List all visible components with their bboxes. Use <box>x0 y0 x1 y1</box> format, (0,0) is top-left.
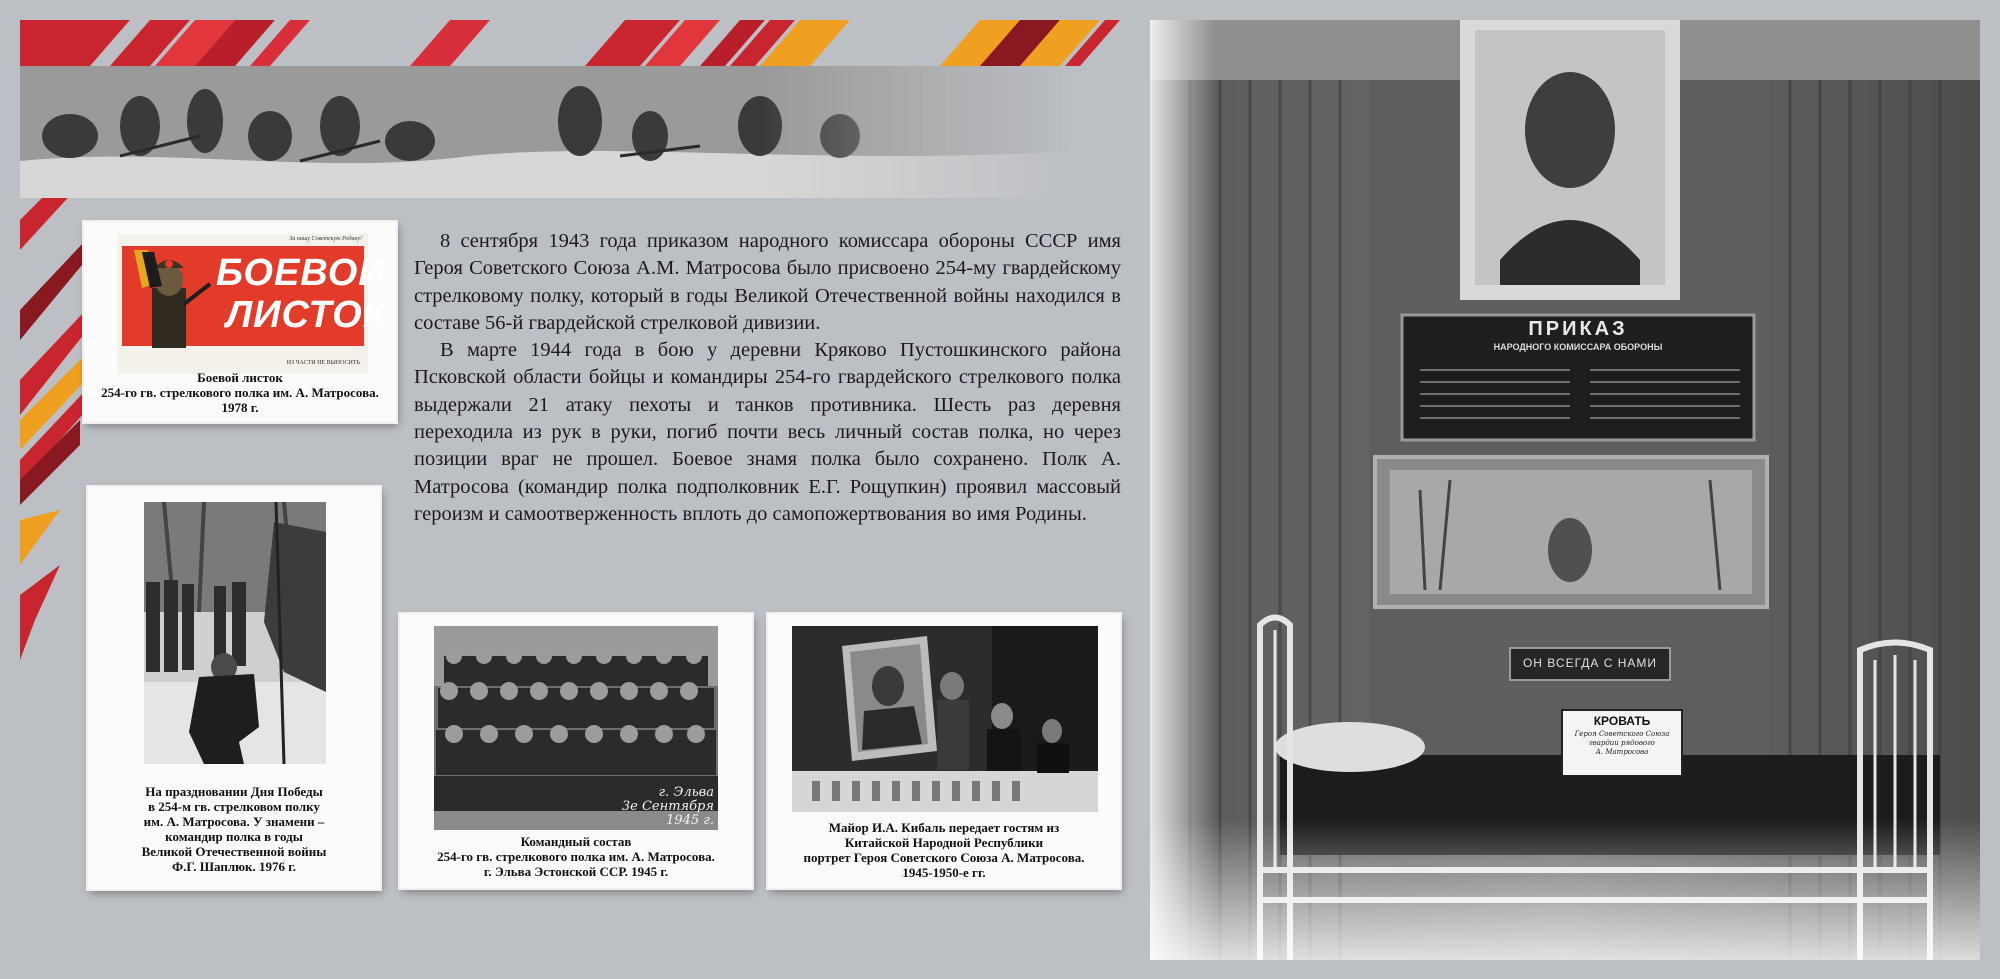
plaque-text: ОН ВСЕГДА С НАМИ <box>1522 656 1658 670</box>
history-paragraph-2: В марте 1944 года в бою у деревни Кряково Пустошкинского района Псковской области бойцы и командиры 254-го гвардейского стрелкового полка выдержали 21 атаку пехоты и танков противника. Шесть раз деревня переходила из рук в руки, погиб почти весь личный состав полка, но через позиции враг не прошел. Боевое знамя полка было сохранено. Полк А. Матросова (командир полка подполковник Е.Г. Рощупкин) проявил массовый героизм и самоотверженность вплоть до самопожертвования во имя Родины. <box>414 339 1121 525</box>
leaflet-title-line1: БОЕВОЙ <box>216 252 387 294</box>
victory-day-caption: На праздновании Дня Победы в 254-м гв. стрелковом полку им. А. Матросова. У знамени – командир полка в годы Великой Отечественной войны Ф.Г. Шаплюк. 1976 г. <box>141 784 327 874</box>
leaflet-title-line2: ЛИСТОК <box>226 294 388 336</box>
museum-room-photo <box>1150 20 1980 960</box>
history-text <box>414 228 1121 528</box>
soldier-illustration <box>124 244 216 348</box>
major-kibal-photo <box>792 626 1098 812</box>
order-subtitle: НАРОДНОГО КОМИССАРА ОБОРОНЫ <box>1493 342 1663 352</box>
leaflet-motto: За нашу Советскую Родину! <box>289 236 362 242</box>
history-paragraph-1: 8 сентября 1943 года приказом народного комиссара обороны СССР имя Героя Советского Союза А.М. Матросова было присвоено 254-му гвардейскому стрелковому полку, который в годы Великой Отечественной войны находился в составе 56-й гвардейской стрелковой дивизии. <box>414 230 1121 334</box>
command-staff-caption: Командный состав 254-го гв. стрелкового полка им. А. Матросова. г. Эльва Эстонской ССР. 1945 г. <box>437 834 715 879</box>
leaflet-image <box>118 234 388 374</box>
bed-sign-title: КРОВАТЬ <box>1593 714 1651 728</box>
leaflet-caption: Боевой листок 254-го гв. стрелкового полка им. А. Матросова. 1978 г. <box>101 370 379 415</box>
victory-day-photo <box>144 502 326 764</box>
order-title: ПРИКАЗ <box>1528 318 1628 340</box>
leaflet-footer: ИЗ ЧАСТИ НЕ ВЫНОСИТЬ <box>286 360 360 366</box>
command-staff-photo <box>434 626 718 830</box>
war-illustration-banner <box>20 66 1080 198</box>
major-kibal-card <box>768 614 1120 888</box>
major-kibal-caption: Майор И.А. Кибаль передает гостям из Китайской Народной Республики портрет Героя Советского Союза А. Матросова. 1945-1950-е гг. <box>803 820 1085 880</box>
victory-day-card <box>88 487 380 889</box>
command-staff-card <box>400 614 752 888</box>
bed-sign-text: Героя Советского Союза гвардии рядового А. Матросова <box>1574 730 1670 756</box>
command-staff-inscription: г. Эльва 3е Сентября 1945 г. <box>621 785 714 828</box>
leaflet-card <box>84 222 396 422</box>
